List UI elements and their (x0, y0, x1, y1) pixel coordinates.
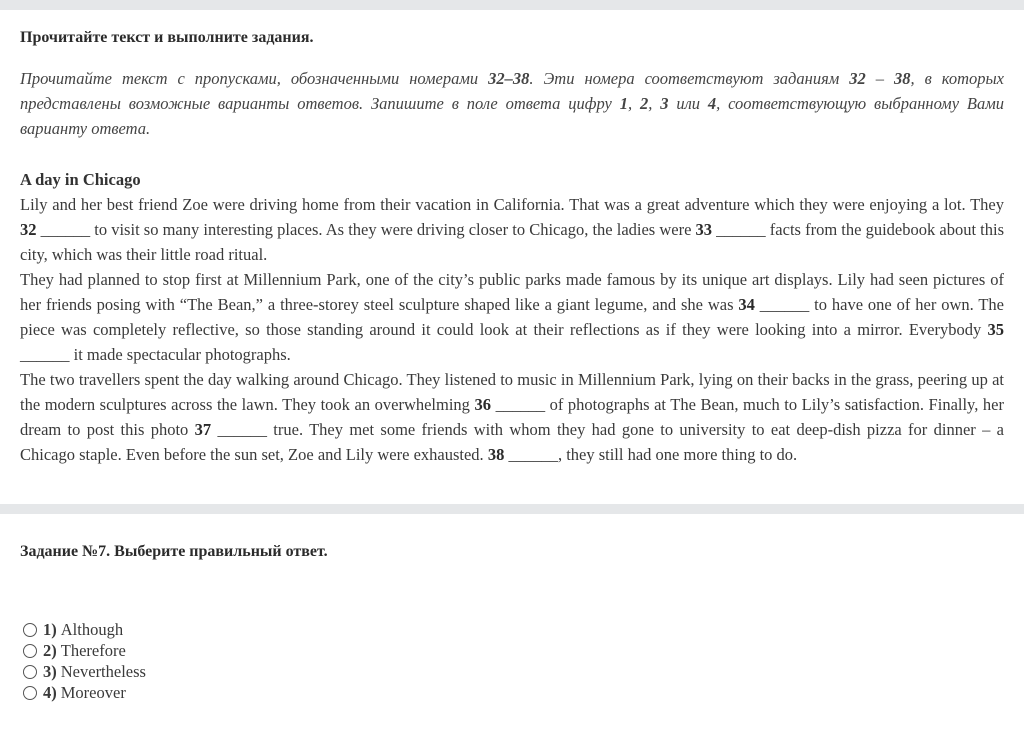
instruction-fragment: – (865, 69, 894, 88)
instruction-digit: 3 (660, 94, 669, 113)
answer-option-1[interactable] (20, 619, 1004, 640)
text-fragment: Lily and her best friend Zoe were driving home from their vacation in California. That was a great adventure which they were enjoying a lot. They (20, 195, 1004, 214)
gap-number-33: 33 (695, 220, 713, 239)
instruction-number: 38 (894, 69, 911, 88)
option-label: Therefore (60, 640, 126, 660)
gap-number-32: 32 (20, 220, 37, 239)
option-number: 4) (43, 682, 57, 702)
radio-button-icon[interactable] (23, 623, 37, 637)
instruction-fragment: , (627, 94, 640, 113)
task-heading: Прочитайте текст и выполните задания. (20, 29, 314, 46)
instruction-fragment: Прочитайте текст с пропусками, обозначенными номерами (20, 69, 489, 88)
article-paragraph-3 (20, 367, 1004, 467)
instruction-digit: 4 (707, 94, 717, 113)
instruction-fragment: , в которых представлены возможные варианты ответов. Запишите в поле ответа цифру (20, 69, 1005, 113)
answer-option-3[interactable] (20, 661, 1004, 682)
instruction-digit: 1 (619, 94, 628, 113)
reading-section (0, 10, 1024, 467)
question-heading: Задание №7. Выберите правильный ответ. (20, 543, 328, 560)
instruction-fragment: , соответствующую выбранному Вами варианту ответа. (20, 94, 1005, 138)
gap-number-37: 37 (194, 420, 212, 439)
instruction-fragment: . Эти номера соответствуют заданиям (529, 69, 850, 88)
instruction-number: 32 (849, 69, 866, 88)
gap-number-35: 35 (987, 320, 1004, 339)
instruction-digit: 2 (639, 94, 649, 113)
article-paragraph-1 (20, 192, 1004, 267)
text-fragment: ______ it made spectacular photographs. (20, 345, 291, 364)
option-label: Nevertheless (60, 661, 146, 681)
text-fragment: ______ true. They met some friends with whom they had gone to university to eat deep-dish pizza for dinner – a Chicago staple. Even before the sun set, Zoe and Lily were exhausted. (20, 420, 1004, 464)
option-number: 2) (43, 640, 57, 660)
instruction-text (20, 66, 1004, 141)
option-label: Moreover (60, 682, 126, 702)
gap-number-36: 36 (474, 395, 491, 414)
text-fragment: ______ facts from the guidebook about this city, which was their little road ritual. (20, 220, 1004, 264)
option-number: 3) (43, 661, 57, 681)
answer-options (20, 619, 1004, 703)
instruction-fragment: , (648, 94, 661, 113)
section-divider (0, 504, 1024, 514)
text-fragment: They had planned to stop first at Millennium Park, one of the city’s public parks made famous by its unique art displays. Lily had seen pictures of her friends posing with “The Bean,” a three-storey steel sculpture shaped like a giant legume, and she was (20, 270, 1004, 314)
instruction-range: 32–38 (488, 69, 530, 88)
answer-option-4[interactable] (20, 682, 1004, 703)
instruction-fragment: или (668, 94, 708, 113)
text-fragment: ______ to have one of her own. The piece was completely reflective, so those standing around it could look at their reflections as if they were looking into a mirror. Everybody (20, 295, 1004, 339)
text-fragment: ______, they still had one more thing to do. (504, 445, 798, 464)
gap-number-38: 38 (487, 445, 505, 464)
top-band (0, 0, 1024, 10)
option-label: Although (60, 619, 124, 639)
article-paragraph-2 (20, 267, 1004, 367)
question-section (0, 514, 1024, 703)
option-number: 1) (43, 619, 57, 639)
text-fragment: The two travellers spent the day walking around Chicago. They listened to music in Millennium Park, lying on their backs in the grass, peering up at the modern sculptures across the lawn. They took an overwhelming (20, 370, 1004, 414)
radio-button-icon[interactable] (23, 686, 37, 700)
text-fragment: ______ of photographs at The Bean, much to Lily’s satisfaction. Finally, her dream to post this photo (20, 395, 1004, 439)
gap-number-34: 34 (738, 295, 755, 314)
radio-button-icon[interactable] (23, 665, 37, 679)
radio-button-icon[interactable] (23, 644, 37, 658)
text-fragment: ______ to visit so many interesting places. As they were driving closer to Chicago, the ladies were (36, 220, 696, 239)
article-title: A day in Chicago (20, 170, 141, 189)
answer-option-2[interactable] (20, 640, 1004, 661)
